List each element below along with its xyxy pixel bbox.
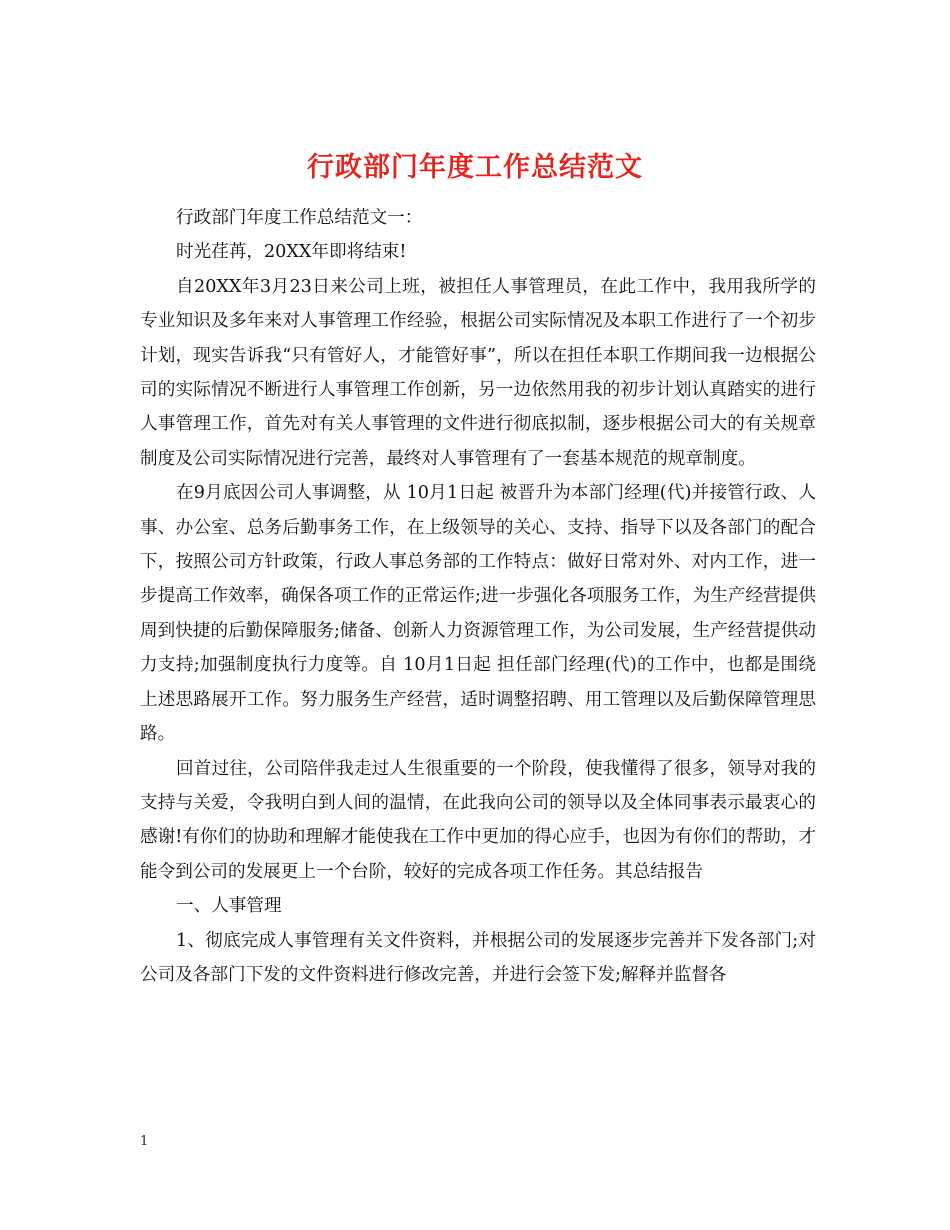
paragraph-hr-background: 自20XX年3月23日来公司上班，被担任人事管理员，在此工作中，我用我所学的专业知识及多年来对人事管理工作经验，根据公司实际情况及本职工作进行了一个初步计划，现实告诉我“只有管好人，才能管好事”，所以在担任本职工作期间我一边根据公司的实际情况不断进行人事管理工作创新，另一边依然用我的初步计划认真踏实的进行人事管理工作，首先对有关人事管理的文件进行彻底拟制，逐步根据公司大的有关规章制度及公司实际情况进行完善，最终对人事管理有了一套基本规范的规章制度。 xyxy=(140,276,816,469)
paragraph-promotion: 在9月底因公司人事调整，从 10月1日起 被晋升为本部门经理(代)并接管行政、人事、办公室、总务后勤事务工作，在上级领导的关心、支持、指导下以及各部门的配合下，按照公司方针政策，行政人事总务部的工作特点：做好日常对外、对内工作，进一步提高工作效率，确保各项工作的正常运作;进一步强化各项服务工作，为生产经营提供周到快捷的后勤保障服务;储备、创新人力资源管理工作，为公司发展，生产经营提供动力支持;加强制度执行力度等。自 10月1日起 担任部门经理(代)的工作中，也都是围绕上述思路展开工作。努力服务生产经营，适时调整招聘、用工管理以及后勤保障管理思路。 xyxy=(140,483,816,745)
document-title: 行政部门年度工作总结范文 xyxy=(307,152,643,184)
paragraph-intro-heading: 行政部门年度工作总结范文一： xyxy=(176,208,423,228)
document-body xyxy=(140,201,816,992)
section-heading-hr-management: 一、人事管理 xyxy=(176,896,282,917)
page-number: 1 xyxy=(140,1134,149,1149)
paragraph-gratitude: 回首过往，公司陪伴我走过人生很重要的一个阶段，使我懂得了很多，领导对我的支持与关爱，令我明白到人间的温情，在此我向公司的领导以及全体同事表示最衷心的感谢!有你们的协助和理解才能使我在工作中更加的得心应手，也因为有你们的帮助，才能令到公司的发展更上一个台阶，较好的完成各项工作任务。其总结报告 xyxy=(140,758,816,882)
paragraph-opening: 时光荏苒，20XX年即将结束! xyxy=(176,242,407,263)
paragraph-hr-item-1: 1、彻底完成人事管理有关文件资料，并根据公司的发展逐步完善并下发各部门;对公司及各部门下发的文件资料进行修改完善，并进行会签下发;解释并监督各 xyxy=(140,930,816,985)
